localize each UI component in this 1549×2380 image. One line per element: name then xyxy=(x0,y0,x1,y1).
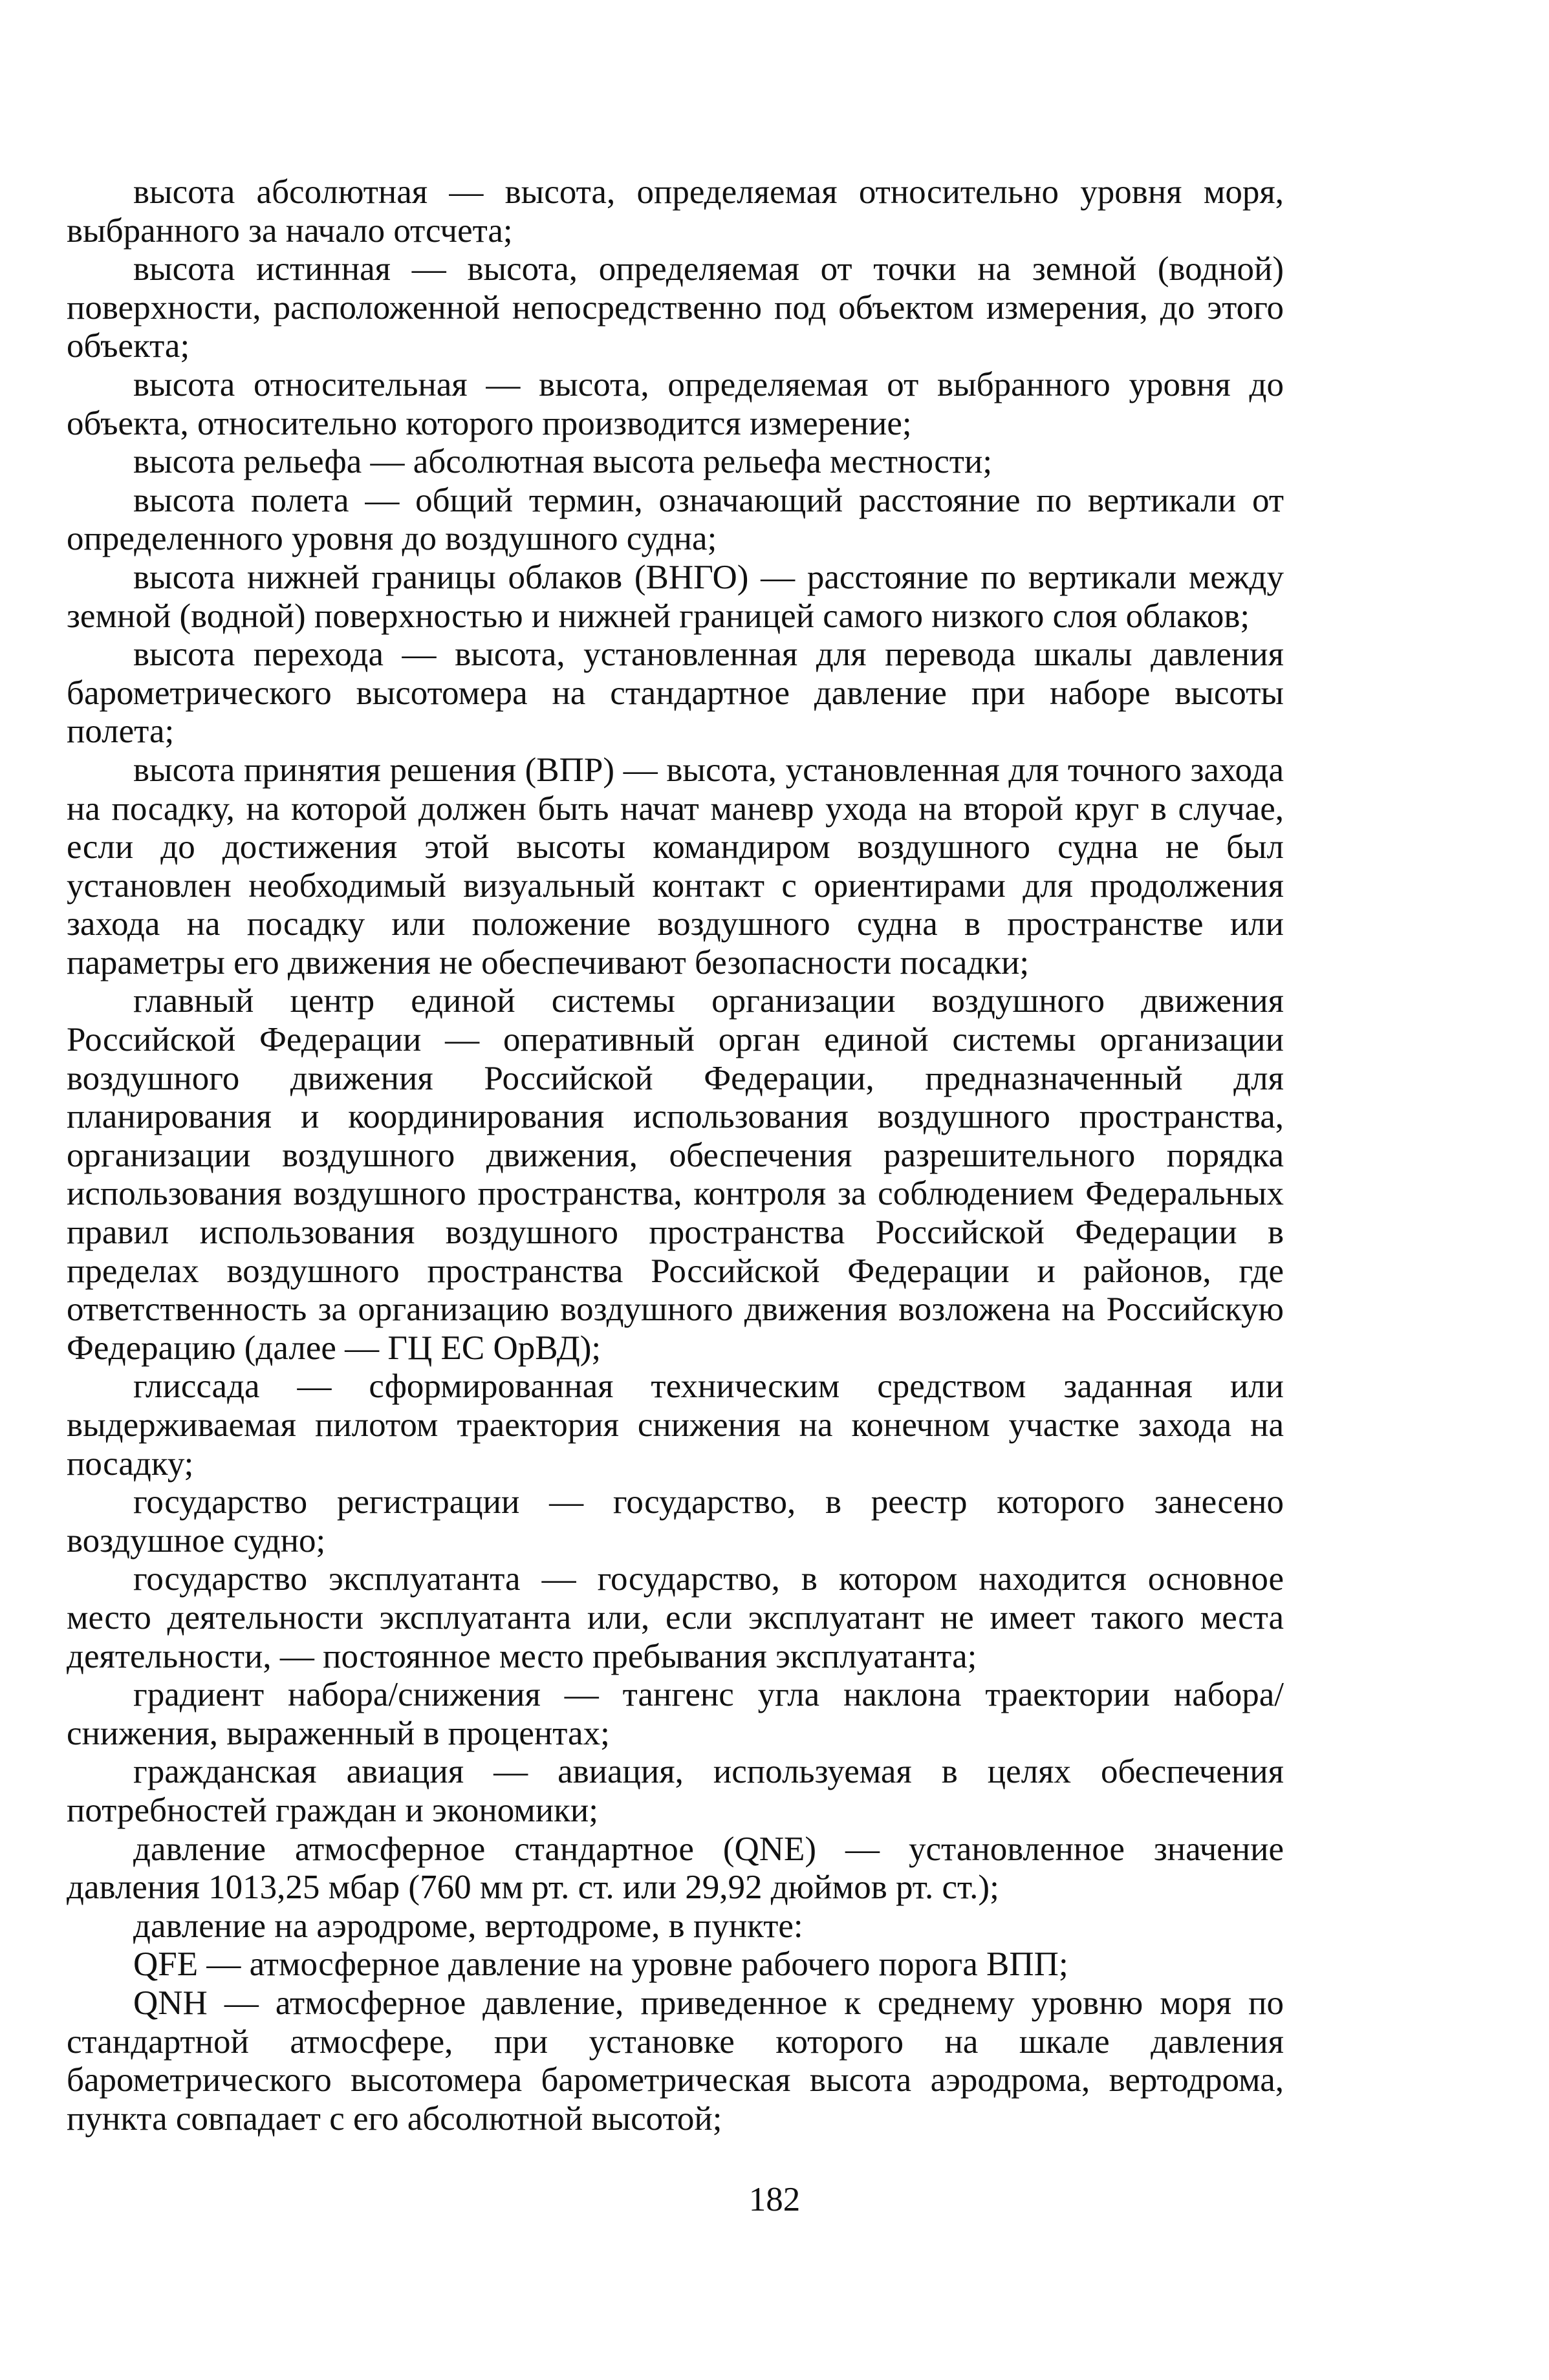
definition-paragraph: высота абсолютная — высота, определяемая относительно уровня моря, выбранного за начало отсчета; xyxy=(67,173,1284,250)
definition-paragraph: высота относительная — высота, определяемая от выбранного уровня до объекта, относительно которого производится измерение; xyxy=(67,365,1284,442)
definition-paragraph: высота рельефа — абсолютная высота рельефа местности; xyxy=(133,443,993,481)
definition-paragraph: высота полета — общий термин, означающий расстояние по вертикали от определенного уровня до воздушного судна; xyxy=(67,481,1284,558)
definition-paragraph: высота перехода — высота, установленная для перевода шкалы давления барометрического высотомера на стандартное давление при наборе высоты полета; xyxy=(67,636,1284,751)
page-body xyxy=(67,173,1284,2138)
page-number: 182 xyxy=(748,2181,801,2218)
definition-paragraph: гражданская авиация — авиация, используемая в целях обеспечения потребностей граждан и экономики; xyxy=(67,1753,1284,1829)
definition-paragraph: давление атмосферное стандартное (QNE) — установленное значение давления 1013,25 мбар (760 мм рт. ст. или 29,92 дюймов рт. ст.); xyxy=(67,1830,1284,1907)
definition-paragraph: высота нижней границы облаков (ВНГО) — расстояние по вертикали между земной (водной) поверхностью и нижней границей самого низкого слоя облаков; xyxy=(67,558,1284,635)
definition-paragraph: глиссада — сформированная техническим средством заданная или выдерживаемая пилотом траектория снижения на конечном участке захода на посадку; xyxy=(67,1367,1284,1483)
definition-paragraph: государство регистрации — государство, в реестр которого занесено воздушное судно; xyxy=(67,1483,1284,1560)
definition-paragraph: высота истинная — высота, определяемая от точки на земной (водной) поверхности, расположенной непосредственно под объектом измерения, до этого объекта; xyxy=(67,250,1284,365)
definition-paragraph: высота принятия решения (ВПР) — высота, установленная для точного захода на посадку, на которой должен быть начат маневр ухода на второй круг в случае, если до достижения этой высоты командиром воздушного судна не был установлен необходимый визуальный контакт с ориентирами для продолжения захода на посадку или положение воздушного судна в пространстве или параметры его движения не обеспечивают безопасности посадки; xyxy=(67,751,1284,981)
definition-paragraph: QNH — атмосферное давление, приведенное к среднему уровню моря по стандартной атмосфере, при установке которого на шкале давления барометрического высотомера барометрическая высота аэродрома, вертодрома, пункта совпадает с его абсолютной высотой; xyxy=(67,1984,1284,2138)
definition-paragraph: QFE — атмосферное давление на уровне рабочего порога ВПП; xyxy=(133,1946,1068,1984)
definition-paragraph: государство эксплуатанта — государство, в котором находится основное место деятельности эксплуатанта или, если эксплуатант не имеет такого места деятельности, — постоянное место пребывания эксплуатанта; xyxy=(67,1560,1284,1675)
definition-paragraph: давление на аэродроме, вертодроме, в пункте: xyxy=(133,1907,803,1945)
definition-paragraph: градиент набора/снижения — тангенс угла наклона траектории набора/снижения, выраженный в процентах; xyxy=(67,1676,1284,1752)
definition-paragraph: главный центр единой системы организации воздушного движения Российской Федерации — оперативный орган единой системы организации воздушного движения Российской Федерации, предназначенный для планирования и координирования использования воздушного пространства, организации воздушного движения, обеспечения разрешительного порядка использования воздушного пространства, контроля за соблюдением Федеральных правил использования воздушного пространства Российской Федерации в пределах воздушного пространства Российской Федерации и районов, где ответственность за организацию воздушного движения возложена на Российскую Федерацию (далее — ГЦ ЕС ОрВД); xyxy=(67,982,1284,1367)
